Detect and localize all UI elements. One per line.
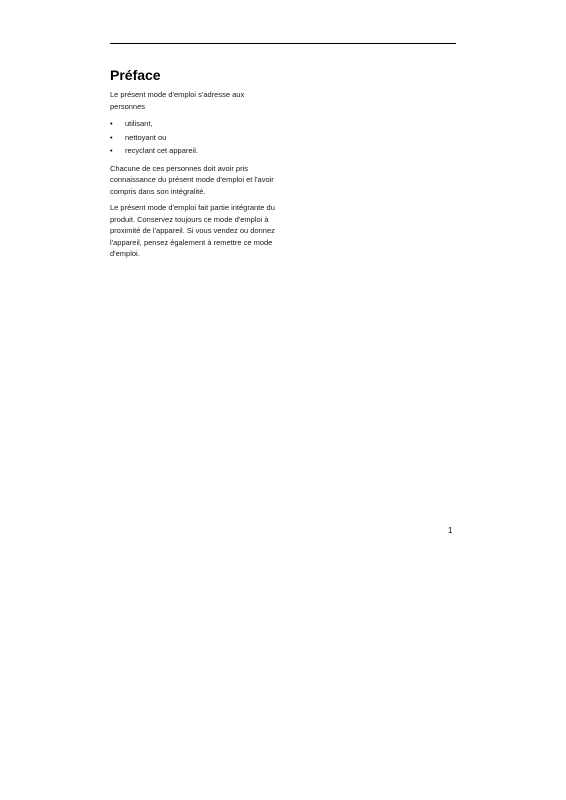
list-item-text: utilisant, (125, 119, 153, 128)
preface-section (110, 66, 280, 265)
bullet-icon: • (110, 146, 113, 155)
audience-list (110, 117, 280, 158)
page-title: Préface (110, 67, 161, 83)
page-number: 1 (448, 526, 453, 535)
list-item (110, 144, 280, 158)
list-item (110, 131, 280, 145)
bullet-icon: • (110, 119, 113, 128)
list-item (110, 117, 280, 131)
intro-paragraph: Le présent mode d'emploi s'adresse aux personnes (110, 90, 245, 111)
retention-paragraph: Le présent mode d'emploi fait partie intégrante du produit. Conservez toujours ce mode d'emploi à proximité de l'appareil. Si vous vendez ou donnez l'appareil, pensez également à remettre ce mode d'emploi. (110, 203, 275, 258)
list-item-text: recyclant cet appareil. (125, 146, 198, 155)
comprehension-paragraph: Chacune de ces personnes doit avoir pris connaissance du présent mode d'emploi et l'avoir compris dans son intégralité. (110, 163, 274, 196)
bullet-icon: • (110, 132, 113, 142)
header-rule (110, 43, 456, 44)
list-item-text: nettoyant ou (125, 132, 167, 142)
